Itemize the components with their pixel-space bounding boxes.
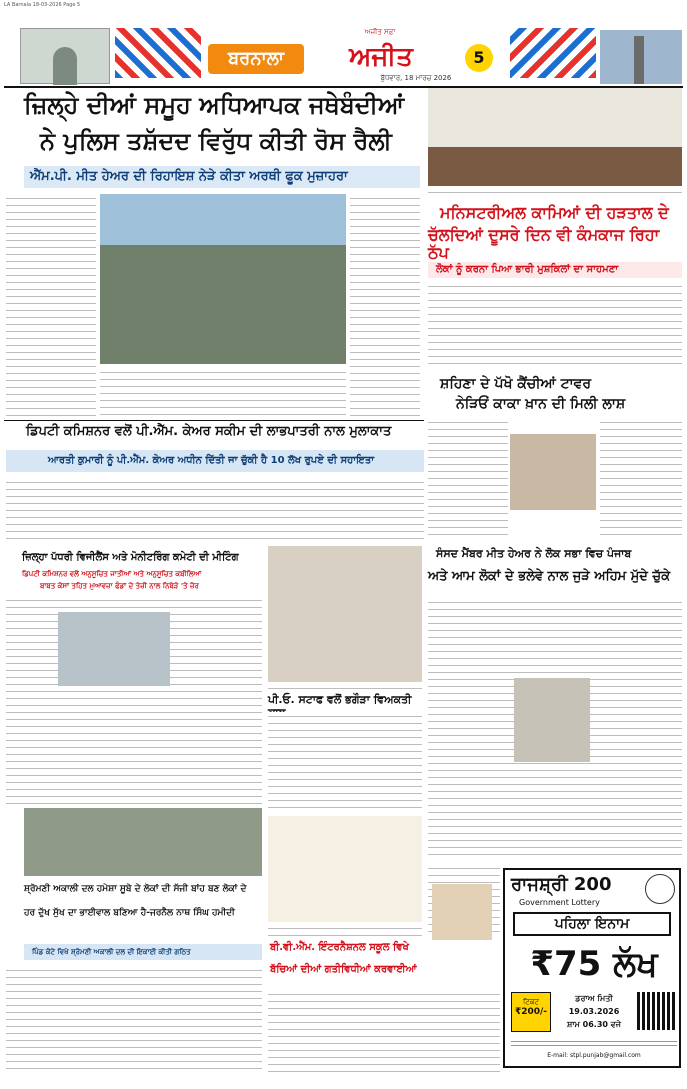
prize-amount: ₹75 ਲੱਖ — [530, 944, 658, 984]
story1-body-lower — [100, 368, 346, 416]
lottery-brand: ਰਾਜਸ਼੍ਰੀ 200 — [511, 874, 612, 895]
ticket-price: ₹200/- — [514, 1007, 548, 1017]
qr-code-icon — [637, 992, 675, 1030]
page-footer — [0, 1074, 687, 1089]
office-photo-caption — [428, 188, 682, 196]
story8-headline-line1: ਸ਼੍ਰੋਮਣੀ ਅਕਾਲੀ ਦਲ ਹਮੇਸ਼ਾ ਸੂਬੇ ਦੇ ਲੋਕਾਂ ਦੀ ਸੱਜੀ ਬਾਂਹ ਬਣ ਲੋਕਾਂ ਦੇ — [24, 884, 247, 894]
story3-headline-line1: ਸ਼ਹਿਣਾ ਦੇ ਪੱਖੋ ਕੈਂਚੀਆਂ ਟਾਵਰ — [440, 376, 592, 392]
story1-protest-photo — [100, 194, 346, 364]
lottery-advertisement — [503, 868, 681, 1068]
story8-band: ਪਿੰਡ ਕੋਟੇ ਵਿਖੇ ਸ਼੍ਰੋਮਣੀ ਅਕਾਲੀ ਦਲ ਦੀ ਇਕਾਈ ਕੀਤੀ ਗਠਿਤ — [24, 944, 262, 960]
fort-image — [20, 28, 110, 84]
masthead-pattern-left — [115, 28, 201, 78]
ticket-price-badge — [511, 992, 551, 1032]
story2-headline-line1: ਮਨਿਸਟਰੀਅਲ ਕਾਮਿਆਂ ਦੀ ਹੜਤਾਲ ਦੇ — [440, 203, 669, 222]
akali-group-photo — [24, 808, 262, 876]
story9-body — [268, 990, 500, 1072]
draw-info — [555, 992, 633, 1032]
deceased-portrait — [510, 434, 596, 510]
ticket-label: ਟਿਕਟ — [522, 998, 539, 1006]
meeting-photo — [58, 612, 170, 686]
empty-office-photo — [428, 88, 682, 186]
story8-headline-line2: ਹਰ ਦੁੱਖ ਸੁੱਖ ਦਾ ਭਾਈਵਾਲ ਬਣਿਆ ਹੈ-ਜਰਨੈਲ ਨਾਥ ਸਿੰਘ ਹਮੀਦੀ — [24, 908, 235, 918]
story5-sub2: ਬਾਬਤ ਕੇਸਾਂ ਤਹਿਤ ਮੁਆਵਜ਼ਾ ਫੰਡਾਂ ਦੇ ਤੇਜ਼ੀ ਨਾਲ ਨਿਬੇੜੇ 'ਤੇ ਜ਼ੋਰ — [40, 582, 199, 590]
story9-headline-line1: ਬੀ.ਵੀ.ਐੱਮ. ਇੰਟਰਨੈਸ਼ਨਲ ਸਕੂਲ ਵਿਖੇ — [270, 942, 409, 953]
brand-small-label: ਅਜੀਤ ਸਫ਼ਾ — [364, 28, 396, 36]
police-photo-caption — [268, 684, 422, 692]
story2-kicker: ਲੋਕਾਂ ਨੂੰ ਕਰਨਾ ਪਿਆ ਭਾਰੀ ਮੁਸ਼ਕਿਲਾਂ ਦਾ ਸਾਹਮਣਾ — [428, 262, 682, 278]
story6-headline-line2: ਅਤੇ ਆਮ ਲੋਕਾਂ ਦੇ ਭਲੇਵੇ ਨਾਲ ਜੁੜੇ ਅਹਿਮ ਮੁੱਦੇ ਚੁੱਕੇ — [428, 569, 671, 584]
draw-time: ਸ਼ਾਮ 06.30 ਵਜੇ — [567, 1020, 621, 1029]
city-name: ਬਰਨਾਲਾ — [208, 44, 304, 74]
clock-tower-image — [600, 30, 682, 84]
story8-body — [6, 966, 262, 1072]
story3-body-left — [428, 418, 508, 538]
print-slug: LA Barnala 18-03-2026 Page 5 — [4, 2, 81, 8]
story4-rule — [4, 420, 424, 421]
government-seal-icon — [645, 874, 675, 904]
story2-headline-line2: ਚੱਲਦਿਆਂ ਦੂਸਰੇ ਦਿਨ ਵੀ ਕੰਮਕਾਜ ਰਿਹਾ ਠੱਪ — [428, 225, 660, 263]
story4-headline: ਡਿਪਟੀ ਕਮਿਸ਼ਨਰ ਵਲੋਂ ਪੀ.ਐੱਮ. ਕੇਅਰ ਸਕੀਮ ਦੀ ਲਾਭਪਾਤਰੀ ਨਾਲ ਮੁਲਾਕਾਤ — [26, 424, 392, 439]
story3-headline-line2: ਨੇੜਿਓਂ ਕਾਕਾ ਖ਼ਾਨ ਦੀ ਮਿਲੀ ਲਾਸ਼ — [456, 396, 626, 412]
story2-body — [428, 282, 682, 366]
small-ad-portrait — [432, 884, 492, 940]
school-kids-photo — [268, 816, 422, 922]
masthead-pattern-right — [510, 28, 596, 78]
draw-date: 19.03.2026 — [568, 1007, 620, 1016]
story1-body-col4 — [350, 194, 420, 416]
story5-headline: ਜ਼ਿਲ੍ਹਾ ਪੱਧਰੀ ਵਿਜੀਲੈਂਸ ਅਤੇ ਮੋਨੀਟਰਿੰਗ ਕਮੇਟੀ ਦੀ ਮੀਟਿੰਗ — [22, 552, 239, 563]
school-photo-caption — [268, 924, 422, 940]
story4-band: ਆਰਤੀ ਕੁਮਾਰੀ ਨੂੰ ਪੀ.ਐੱਮ. ਕੇਅਰ ਅਧੀਨ ਦਿੱਤੀ ਜਾ ਚੁੱਕੀ ਹੈ 10 ਲੱਖ ਰੁਪਏ ਦੀ ਸਹਾਇਤਾ — [6, 450, 424, 472]
lottery-subtitle: Government Lottery — [519, 898, 600, 907]
mp-portrait — [514, 678, 590, 762]
story6-headline-line1: ਸੰਸਦ ਮੈਂਬਰ ਮੀਤ ਹੇਅਰ ਨੇ ਲੋਕ ਸਭਾ ਵਿਚ ਪੰਜਾਬ — [436, 547, 632, 560]
page-number-badge: 5 — [465, 44, 493, 72]
draw-label: ਡਰਾਅ ਮਿਤੀ — [575, 994, 613, 1003]
story1-subhead: ਐੱਮ.ਪੀ. ਮੀਤ ਹੇਅਰ ਦੀ ਰਿਹਾਇਸ਼ ਨੇੜੇ ਕੀਤਾ ਅਰਥੀ ਫੂਕ ਮੁਜ਼ਾਹਰਾ — [24, 166, 420, 188]
story1-headline-line1: ਜ਼ਿਲ੍ਹੇ ਦੀਆਂ ਸਮੂਹ ਅਧਿਆਪਕ ਜਥੇਬੰਦੀਆਂ — [24, 91, 405, 119]
story7-body — [268, 712, 422, 812]
first-prize-label: ਪਹਿਲਾ ਇਨਾਮ — [513, 912, 671, 936]
ad-email: E-mail: stpl.punjab@gmail.com — [547, 1052, 641, 1059]
story1-body-col1 — [6, 194, 96, 416]
ad-fine-print — [511, 1038, 677, 1048]
story7-headline: ਪੀ.ਓ. ਸਟਾਫ ਵਲੋਂ ਭਗੌੜਾ ਵਿਅਕਤੀ — [268, 693, 412, 706]
police-arrest-photo — [268, 546, 422, 682]
story5-sub1: ਡਿਪਟੀ ਕਮਿਸ਼ਨਰ ਵਲੋਂ ਅਨੁਸੂਚਿਤ ਜਾਤੀਆਂ ਅਤੇ ਅਨੁਸੂਚਿਤ ਕਬੀਲਿਆਂ — [22, 570, 202, 578]
dateline: ਬੁੱਧਵਾਰ, 18 ਮਾਰਚ 2026 — [380, 74, 452, 82]
newspaper-brand: ਅਜੀਤ — [349, 42, 413, 72]
story9-headline-line2: ਬੱਚਿਆਂ ਦੀਆਂ ਗਤੀਵਿਧੀਆਂ ਕਰਵਾਈਆਂ — [270, 964, 417, 975]
story1-headline-line2: ਨੇ ਪੁਲਿਸ ਤਸ਼ੱਦਦ ਵਿਰੁੱਧ ਕੀਤੀ ਰੋਸ ਰੈਲੀ — [40, 127, 392, 155]
story3-body-right — [600, 418, 682, 538]
story4-body — [6, 478, 424, 544]
